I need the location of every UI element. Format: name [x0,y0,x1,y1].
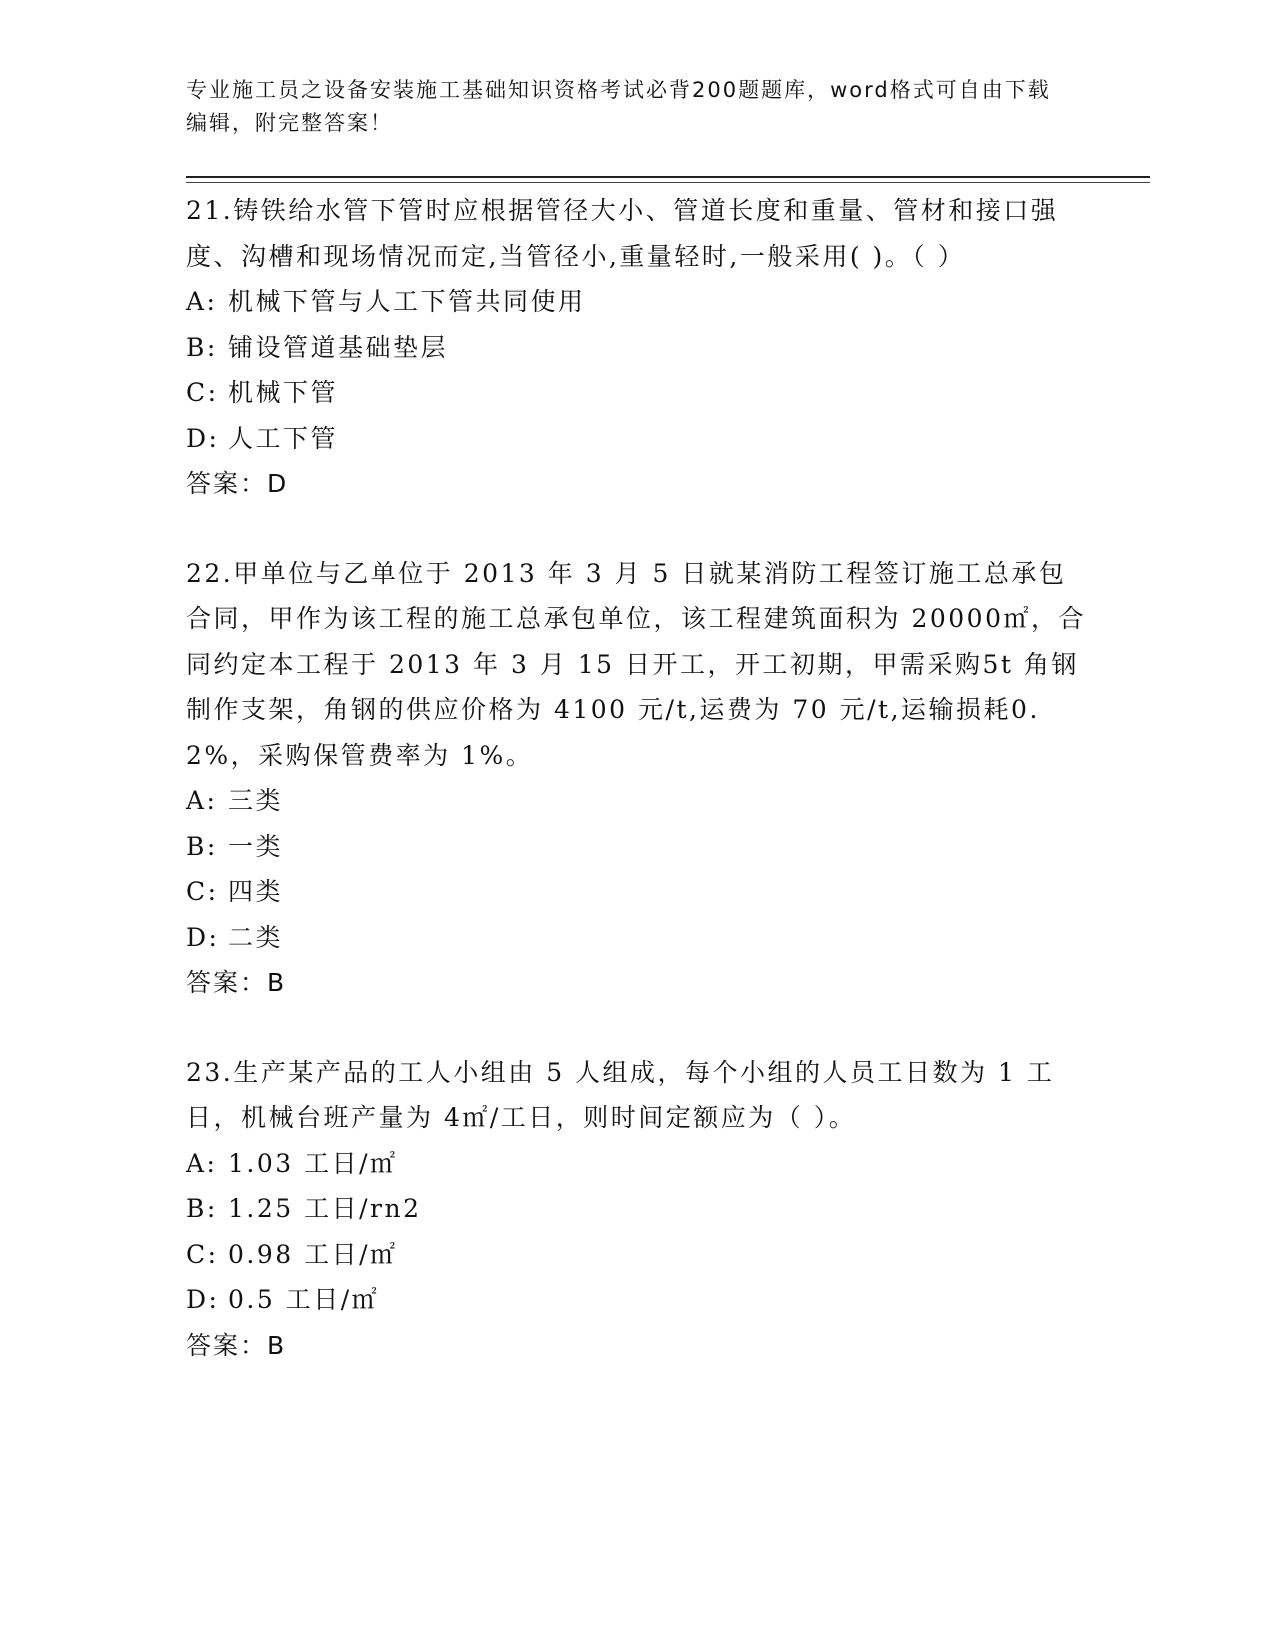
option-text: 三类 [228,786,284,815]
option-text: 人工下管 [228,423,339,453]
option-a [186,1141,1086,1187]
option-key: C: [186,1239,219,1269]
option-c [186,869,1086,915]
option-c [186,1232,1086,1278]
option-text: 1.25 工日/rn2 [228,1194,422,1223]
option-key: B: [186,1194,218,1223]
header-divider-thin [186,182,1150,183]
question-stem: 23.生产某产品的工人小组由 5 人组成，每个小组的人员工日数为 1 工日，机械台班产量为 4㎡/工日，则时间定额应为（ ）。 [186,1057,1055,1132]
question-23 [186,1050,1086,1369]
option-d [186,915,1086,961]
option-key: C: [186,378,219,407]
option-text: 二类 [228,922,284,952]
option-key: A: [186,786,218,815]
option-key: A: [186,287,218,316]
option-key: B: [186,332,218,362]
option-text: 一类 [228,831,284,861]
option-text: 0.5 工日/㎡ [228,1285,380,1314]
option-a [186,778,1086,824]
option-d [186,1277,1086,1323]
option-text: 机械下管 [228,378,339,407]
question-spacer [186,507,1086,551]
question-list [186,188,1086,1368]
option-text: 四类 [228,877,284,906]
option-text: 机械下管与人工下管共同使用 [228,287,586,316]
option-key: D: [186,922,220,952]
document-header: 专业施工员之设备安装施工基础知识资格考试必背200题题库，word格式可自由下载编辑，附完整答案！ [186,78,1051,135]
answer-label: 答案：B [186,1330,287,1360]
option-c [186,370,1086,416]
option-b [186,1186,1086,1232]
option-key: B: [186,831,218,861]
option-b [186,824,1086,870]
option-text: 1.03 工日/㎡ [228,1148,398,1178]
option-key: C: [186,877,219,906]
question-21 [186,188,1086,507]
option-text: 铺设管道基础垫层 [228,332,449,362]
question-stem: 22.甲单位与乙单位于 2013 年 3 月 5 日就某消防工程签订施工总承包合同，甲作为该工程的施工总承包单位，该工程建筑面积为 20000㎡，合同约定本工程于 2013 年 3 月 15 日开工，开工初期，甲需采购5t 角钢制作支架，角钢的供应价格为 4100 元/t,运费为 70 元/t,运输损耗0.2%，采购保管费率为 1%。 [186,558,1086,770]
option-key: D: [186,423,220,453]
answer-label: 答案：D [186,469,289,498]
question-22 [186,551,1086,1006]
header-divider-thick [186,176,1150,178]
answer-label: 答案：B [186,968,287,997]
option-b [186,325,1086,371]
question-spacer [186,1006,1086,1050]
option-a [186,279,1086,325]
option-key: D: [186,1285,220,1314]
option-key: A: [186,1148,218,1178]
question-stem: 21.铸铁给水管下管时应根据管径大小、管道长度和重量、管材和接口强度、沟槽和现场情况而定,当管径小,重量轻时,一般采用( )。（ ） [186,196,1059,271]
option-d [186,416,1086,462]
option-text: 0.98 工日/㎡ [228,1239,398,1269]
